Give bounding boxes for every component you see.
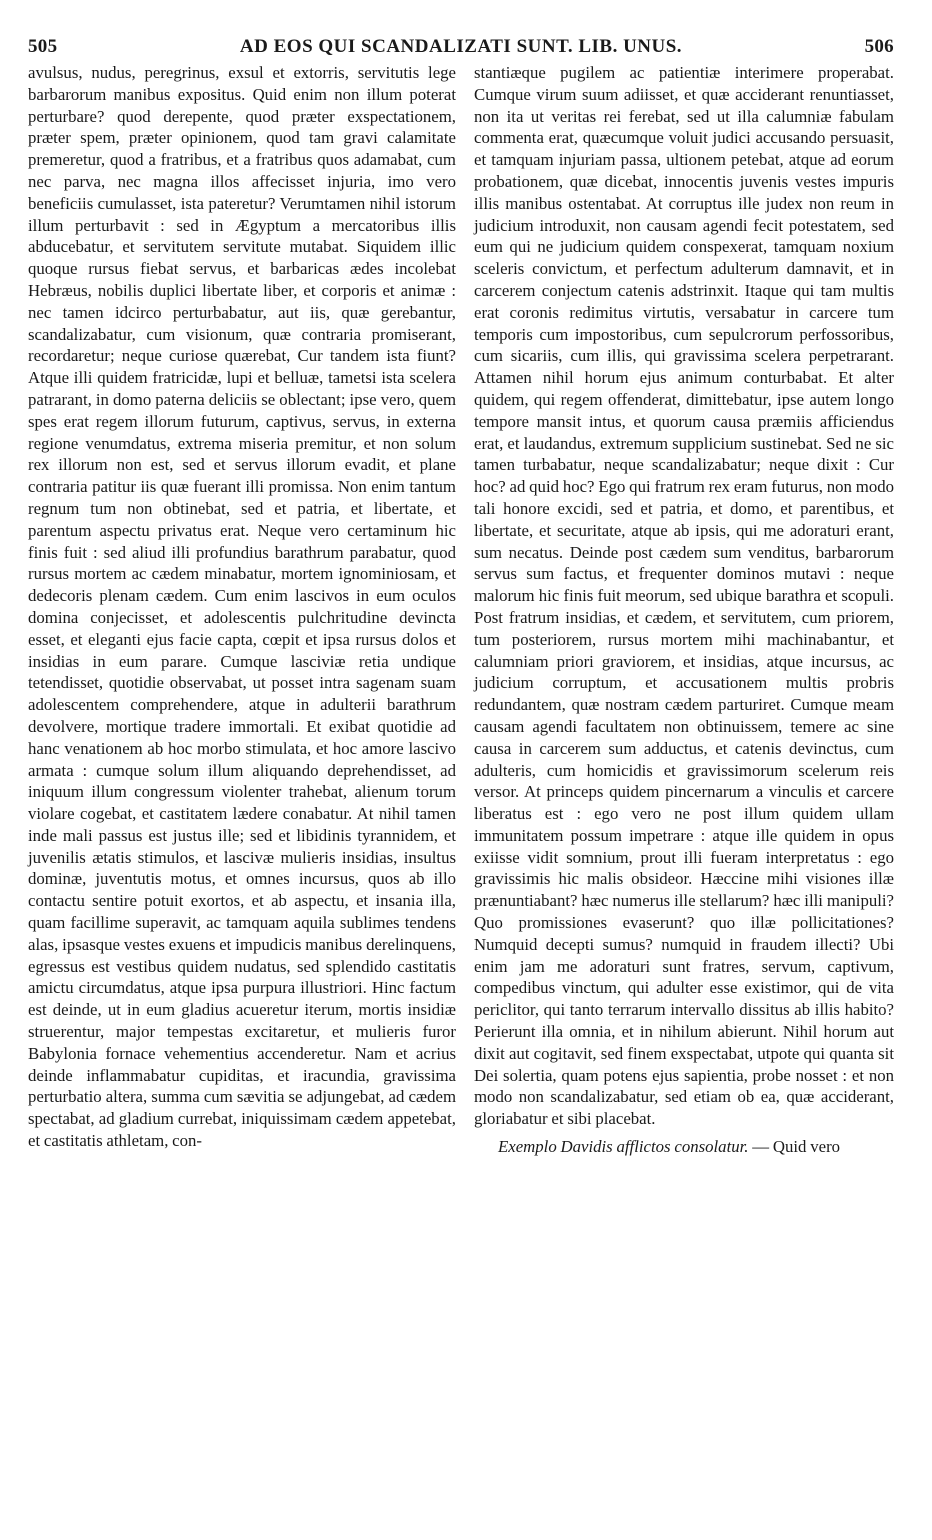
running-title: AD EOS QUI SCANDALIZATI SUNT. LIB. UNUS. [239, 36, 683, 57]
right-column-text: stantiæque pugilem ac patientiæ interimere properabat. Cumque virum suum adiisset, et quæ acciderant renuntiasset, non ita ut veritas rei ferebat, sed ut illa calumniæ fabulam commenta erat, quæcumque voluit judici accusando persuasit, et tamquam injuriam passa, ultionem petebat, atque ad eorum probationem, quæ dicebat, innocentis juvenis vestes impuris illis manibus ostentabat. At corruptus ille judex non reum in judicium introduxit, non causam agendi fecit potestatem, sed eum qui ne judicium quidem conspexerat, tamquam noxium sceleris convictum, et perfectum adulterum damnavit, et in carcerem conjectum catenis adstrinxit. Itaque qui tam multis erat coronis redimitus virtutis, versabatur in carcere tum temporis cum impostoribus, cum sepulcrorum perfossoribus, cum sicariis, cum illis, qui gravissima scelera perpetrarant. Attamen nihil horum ejus animum conturbabat. Et alter quidem, qui regem offenderat, dimittebatur, ipse autem longo tempore mansit intus, et quorum causa præmiis afficiendus erat, et laudandus, extremum supplicium sustinebat. Sed ne sic tamen turbabatur, neque scandalizabatur; neque dixit : Cur hoc? ad quid hoc? Ego qui fratrum rex eram futurus, non modo tali honore excidi, sed et patria, et domo, et parentibus, et libertate, et securitate, atque ab ipsis, qui me adoraturi erant, sum necatus. Deinde post cædem sum venditus, barbarorum servus sum factus, et frequenter dominos mutavi : neque malorum hic finis fuit meorum, sed ubique barathra et scopuli. Post fratrum insidias, et cædem, et servitutem, cum priorem, tum posteriorem, rursus mortem mihi machinabantur, et calumniam priori graviorem, et insidias, atque incursus, ac judicium corruptum, et accusationem multis probris redundantem, quæ nostram cædem parturiret. Cumque meam causam agendi facultatem non obtinuissem, temere ac sine causa in carcerem sum adductus, et catenis devinctus, cum adulteris, cum homicidis et gravissimorum scelerum reis versor. At princeps quidem pincernarum a vinculis et carcere liberatus est : ego vero ne post illum quidem ullam immunitatem possum impetrare : atque ille quidem in opus exiisse vidit somnium, prout illi fueram interpretatus : ego gravissimis hic malis obsideor. Hæccine mihi visiones illæ prænuntiabant? hæc numerus ille stellarum? hæc illi manipuli? Quo promissiones evaserunt? quo illæ pollicitationes? Numquid decepti sumus? numquid in fraudem illecti? Ubi enim jam me adoraturi sunt fratres, servum, captivum, compedibus vinctum, qui adulter esse existimor, qui de vita periclitor, qui tanto terrarum intervallo dissitus ab illis habito? Perierunt illa omnia, et in nihilum abierunt. Nihil horum aut dixit aut cogitavit, sed finem exspectabat, utpote qui quanta sit Dei solertia, quam potens ejus sapientia, probe nosset : et non modo non scandalizabatur, sed etiam ob ea, quæ acciderant, gloriabatur et sibi placebat. [474, 63, 894, 1129]
section-heading-continuation: — Quid vero [748, 1137, 841, 1157]
right-page-number: 506 [864, 36, 894, 57]
section-heading-italic: Exemplo Davidis afflictos consolatur. [498, 1137, 749, 1157]
section-heading [474, 1136, 894, 1158]
left-column-text: avulsus, nudus, peregrinus, exsul et extorris, servitutis lege barbarorum manibus expositus. Quid enim non illum poterat perturbare? quod derepente, quod præter exspectationem, præter spem, præter opinionem, quod tam gravi calamitate premeretur, quod a fratribus, et a fratribus quos adamabat, cum nec parva, nec magna illos affecisset injuria, imo vero beneficiis cumulasset, ista pateretur? Verumtamen nihil istorum illum perturbavit : sed in Ægyptum a mercatoribus illis abducebatur, et servitutem servitute mutabat. Siquidem illic quoque rursus fiebat servus, et barbaricas ædes incolebat Hebræus, nobilis duplici libertate liber, et corporis et animæ : nec tamen idcirco perturbabatur, aut iis, quæ gerebantur, scandalizabatur, cum visionum, quæ contraria promiserant, recordaretur; neque curiose quærebat, Cur tandem ista fiunt? Atque illi quidem fratricidæ, lupi et belluæ, tametsi ista scelera patrarant, in domo paterna deliciis se oblectant; ipse vero, quem spes erat regem illorum futurum, captivus, servus, in externa regione venumdatus, extrema miseria premitur, et non solum rex illorum non est, sed et servus illorum evadit, et plane contraria patitur iis quæ fuerant illi promissa. Non enim tantum regnum tum non obtinebat, sed et patria, et libertate, et parentum aspectu privatus erat. Neque vero certaminum hic finis fuit : sed aliud illi profundius barathrum parabatur, quod rursus mortem ac cædem minabatur, mortem ignominiosam, et dedecoris plenam cædem. Cum enim lascivos in eum oculos domina conjecisset, et adolescentis pulchritudine devincta esset, et eleganti ejus facie capta, cœpit et ipsa rursus dolos et insidias in eum parare. Cumque lasciviæ retia undique tetendisset, quotidie observabat, ut posset intra sagenam suam adolescentem comprehendere, atque in adulterii barathrum devolvere, mortique tradere immortali. Et exibat quotidie ad hanc venationem ab hoc morbo stimulata, et hoc amore lascivo armata : cumque solum illum aliquando deprehendisset, ad iniquum illum congressum violenter trahebat, alienum torum violare cogebat, et castitatem lædere conabatur. At nihil tamen inde mali passus est justus ille; sed et libidinis tyrannidem, et juvenilis ætatis stimulos, et lascivæ mulieris insidias, insultus dominæ, juventutis motus, et omnes incursus, quos ab illo contactu sentire potuit exortos, et ab aspectu, et insania illa, quam facillime superavit, ac tamquam aquila sublimes tendens alas, ipsasque vestes exuens et impudicis manibus derelinquens, egressus est vestibus quidem nudatus, sed splendido castitatis amictu circumdatus, atque ipsa purpura illustriori. Hinc factum est deinde, ut in eum gladius acueretur iterum, mortis insidiæ struerentur, major tempestas excitaretur, et mulieris furor Babylonia fornace vehementius accenderetur. Nam et acrius deinde inflammabatur cupiditas, et iracundia, gravissima perturbatio altera, summa cum sævitia se adjungebat, ad cædem spectabat, ad gladium currebat, iniquissimam cædem appetebat, et castitatis athletam, con- [28, 63, 456, 1151]
running-header [28, 34, 894, 60]
left-page-number: 505 [28, 36, 58, 57]
right-column [474, 62, 894, 1158]
left-column [28, 62, 456, 1152]
